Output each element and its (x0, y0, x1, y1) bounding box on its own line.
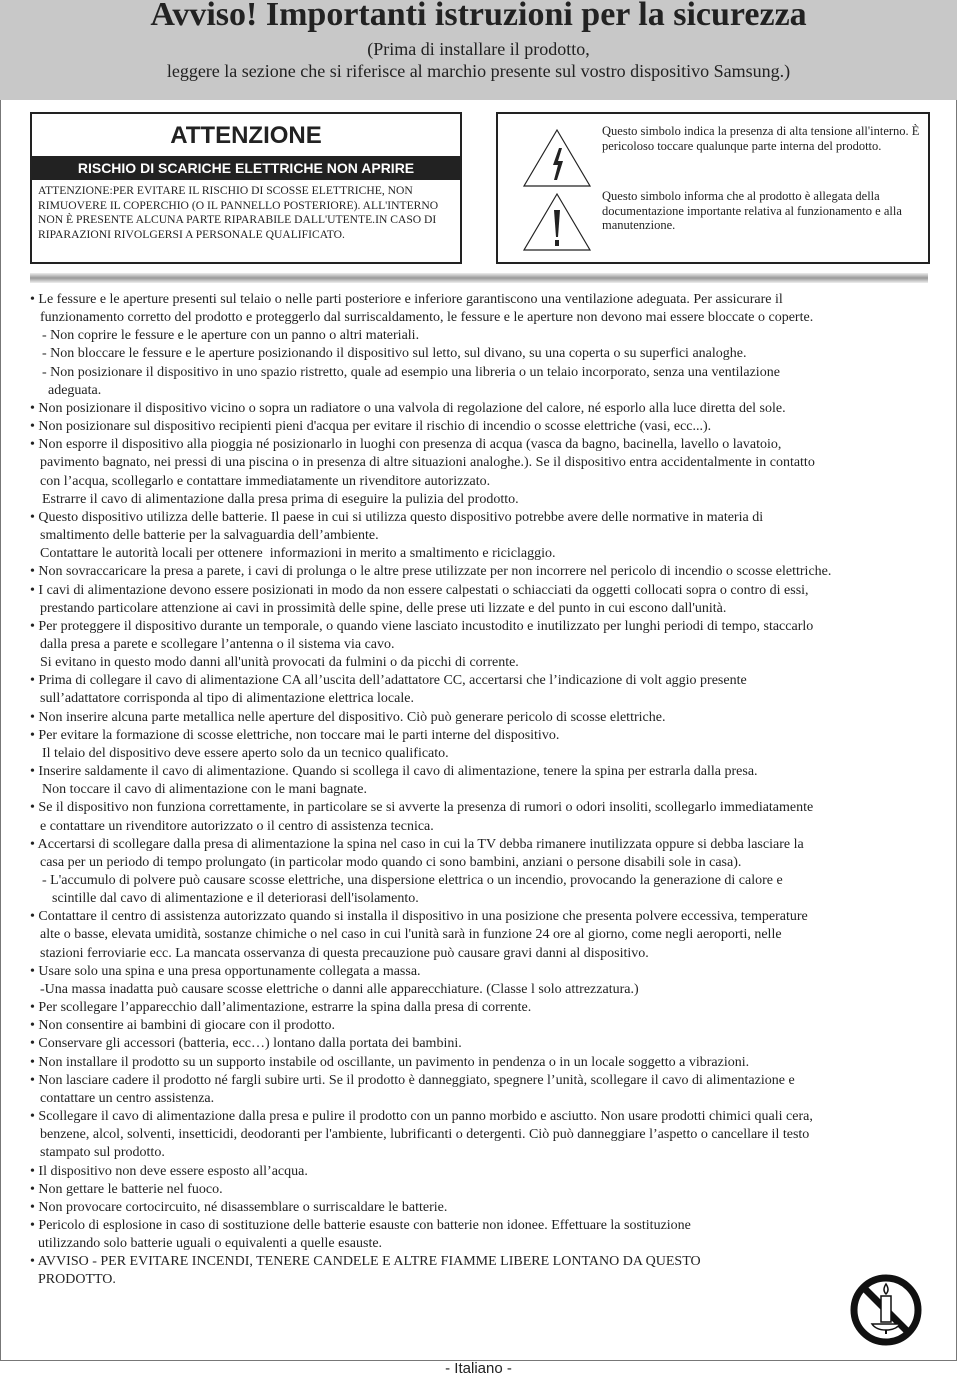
instructions-list (0, 291, 957, 1290)
voltage-symbol-text: Questo simbolo indica la presenza di alta tensione all'interno. È pericoloso toccare qualunque parte interna del prodotto. (602, 124, 920, 153)
high-voltage-icon (522, 128, 592, 188)
instruction-line: • Usare solo una spina e una presa opportunamente collegata a massa. (30, 963, 421, 979)
caution-title: ATTENZIONE (170, 122, 322, 149)
attention-symbol-text: Questo simbolo informa che al prodotto è allegata della documentazione importante relativa al funzionamento e alla manutenzione. (602, 189, 902, 233)
page-footer: - Italiano - (445, 1360, 512, 1377)
instruction-line: • Non esporre il dispositivo alla pioggia né posizionarlo in luoghi con presenza di acqua (vasca da bagno, bacinella, lavello o lavatoio, (30, 437, 782, 453)
instruction-line: casa per un periodo di tempo prolungato (in particolar modo quando ci sono bambini, anziani o persone disabili sole in casa). (40, 854, 742, 870)
instruction-line: • AVVISO - PER EVITARE INCENDI, TENERE CANDELE E ALTRE FIAMME LIBERE LONTANO DA QUESTO (30, 1254, 701, 1270)
page-subtitle: leggere la sezione che si riferisce al marchio presente sul vostro dispositivo Samsung.) (166, 61, 791, 81)
caution-bar: RISCHIO DI SCARICHE ELETTRICHE NON APRIRE (32, 156, 460, 180)
instruction-line: dalla presa a parete e scollegare l’antenna o il sistema via cavo. (40, 636, 395, 652)
instruction-line: • Non posizionare il dispositivo vicino o sopra un radiatore o una valvola di regolazione del calore, né esporlo alla luce diretta del sole. (30, 400, 786, 416)
instruction-line: -Una massa inadatta può causare scosse elettriche o danni alle apparecchiature. (Classe l solo attrezzatura.) (40, 981, 639, 997)
instruction-line: • Le fessure e le aperture presenti sul telaio o nelle parti posteriore e inferiore garantiscono una ventilazione adeguata. Per assicurare il (30, 292, 783, 307)
instruction-line: • Per scollegare l’apparecchio dall’alimentazione, estrarre la spina dalla presa di corrente. (30, 1000, 532, 1016)
instruction-line: • Per proteggere il dispositivo durante un temporale, o quando viene lasciato incustodito e inutilizzato per lunghi periodi di tempo, staccarlo (30, 618, 814, 634)
instruction-line: stampato sul prodotto. (40, 1145, 165, 1161)
instruction-line: • Non provocare cortocircuito, né disassemblare o surriscaldare le batterie. (30, 1199, 448, 1215)
instruction-line: • Questo dispositivo utilizza delle batterie. Il paese in cui si utilizza questo dispositivo potrebbe avere delle normative in materia di (30, 509, 764, 525)
instruction-line: utilizzando solo batterie uguali o equivalenti a quelle esauste. (38, 1236, 383, 1252)
instruction-line: scintille dal cavo di alimentazione e il deteriorasi dell'isolamento. (52, 891, 419, 907)
instruction-line: • Se il dispositivo non funziona correttamente, in particolare se si avverte la presenza di rumori o odori insoliti, scollegarlo immediatamente (30, 800, 814, 816)
instruction-line: - Non bloccare le fessure e le aperture posizionando il dispositivo sul letto, sul divano, su una coperta o su superfici analoghe. (42, 346, 747, 362)
instruction-line: pavimento bagnato, nei pressi di una piscina o in presenza di altre situazioni analoghe.). Se il dispositivo entra accidentalmente in contatto (40, 455, 815, 471)
instruction-line: • Pericolo di esplosione in caso di sostituzione delle batterie esauste con batterie non idonee. Effettuare la sostituzione (30, 1217, 691, 1233)
instruction-line: funzionamento corretto del prodotto e proteggerlo dal surriscaldamento, le fessure e le aperture non devono mai essere bloccate o coperte. (40, 310, 814, 326)
instruction-line: • I cavi di alimentazione devono essere posizionati in modo da non essere calpestati o schiacciati da oggetti collocati sopra o contro di essi, (30, 582, 809, 598)
instruction-line: • Inserire saldamente il cavo di alimentazione. Quando si scollega il cavo di alimentazione, tenere la spina per estrarla dalla presa. (30, 764, 758, 780)
instruction-line: stazioni ferroviarie ecc. La mancata osservanza di questa precauzione può causare gravi danni al dispositivo. (40, 945, 649, 961)
instruction-line: • Non posizionare sul dispositivo recipienti pieni d'acqua per evitare il rischio di incendio o scosse elettriche (vasi, ecc...). (30, 419, 712, 435)
instruction-line: con l’acqua, scollegarlo e contattare immediatamente un rivenditore autorizzato. (40, 473, 491, 489)
instruction-line: • Accertarsi di scollegare dalla presa di alimentazione la spina nel caso in cui la TV debba rimanere inutilizzata oppure si debba lasciare la (30, 836, 804, 852)
no-candles-icon (848, 1272, 924, 1348)
instruction-line: alte o basse, elevata umidità, sostanze chimiche o nel caso in cui l'unità sarà in funzione 24 ore al giorno, come negli aeroporti, nelle (40, 927, 782, 943)
caution-text: ATTENZIONE:PER EVITARE IL RISCHIO DI SCOSSE ELETTRICHE, NON RIMUOVERE IL COPERCHIO (O IL PANNELLO POSTERIORE). ALL'INTERNO NON È PRESENTE ALCUNA PARTE RIPARABILE DALL'UTENTE.IN CASO DI RIPARAZIONI RIVOLGERSI A PERSONALE QUALIFICATO. (38, 184, 439, 241)
instruction-line: Si evitano in questo modo danni all'unità provocati da fulmini o da picchi di corrente. (40, 655, 519, 671)
instruction-line: • Il dispositivo non deve essere esposto all’acqua. (30, 1163, 308, 1179)
instruction-line: • Non consentire ai bambini di giocare con il prodotto. (30, 1018, 336, 1034)
symbols-box (496, 112, 930, 264)
instruction-line: • Non gettare le batterie nel fuoco. (30, 1181, 223, 1197)
instruction-line: Il telaio del dispositivo deve essere aperto solo da un tecnico qualificato. (42, 745, 449, 761)
instruction-line: • Conservare gli accessori (batteria, ecc…) lontano dalla portata dei bambini. (30, 1036, 462, 1052)
header (0, 0, 957, 100)
instruction-line: Estrarre il cavo di alimentazione dalla presa prima di eseguire la pulizia del prodotto. (42, 491, 519, 507)
caution-box (30, 112, 462, 264)
instruction-line: benzene, alcol, solventi, insetticidi, deodoranti per l'ambiente, lubrificanti o detergenti. Ciò può danneggiare l’aspetto o cancellare il testo (40, 1127, 810, 1143)
page-title: Avviso! Importanti istruzioni per la sicurezza (150, 0, 807, 33)
instruction-line: • Non installare il prodotto su un supporto instabile od oscillante, un pavimento in pendenza o in un locale soggetto a vibrazioni. (30, 1054, 750, 1070)
instruction-line: sull’adattatore corrisponda al tipo di alimentazione elettrica locale. (40, 691, 414, 707)
instruction-line: • Contattare il centro di assistenza autorizzato quando si installa il dispositivo in una posizione che presenta polvere eccessiva, temperature (30, 909, 808, 925)
instruction-line: adeguata. (48, 382, 102, 398)
instruction-line: - L'accumulo di polvere può causare scosse elettriche, una dispersione elettrica o un incendio, provocando la generazione di calore e (42, 873, 783, 888)
instruction-line: e contattare un rivenditore autorizzato o il centro di assistenza tecnica. (40, 818, 434, 834)
instruction-line: Contattare le autorità locali per ottenere informazioni in merito a smaltimento e riciclaggio. (40, 546, 556, 562)
instruction-line: contattare un centro assistenza. (40, 1090, 215, 1106)
instruction-line: - Non coprire le fessure e le aperture con un panno o altri materiali. (42, 328, 420, 344)
instruction-line: • Per evitare la formazione di scosse elettriche, non toccare mai le parti interne del dispositivo. (30, 727, 560, 743)
instruction-line: • Non lasciare cadere il prodotto né fargli subire urti. Se il prodotto è danneggiato, spegnere l’unità, scollegare il cavo di alimentazione e (30, 1072, 795, 1088)
page-subtitle: (Prima di installare il prodotto, (367, 39, 590, 59)
instruction-line: smaltimento delle batterie per la salvaguardia dell’ambiente. (40, 528, 379, 544)
instruction-line: prestando particolare attenzione ai cavi in prossimità delle spine, delle prese uti lizzate e del punto in cui escono dall'unità. (40, 600, 727, 616)
exclamation-icon (522, 192, 592, 252)
instruction-line: PRODOTTO. (38, 1272, 116, 1288)
instruction-line: • Prima di collegare il cavo di alimentazione CA all’uscita dell’adattatore CC, accertarsi che l’indicazione di volt aggio presente (30, 673, 747, 689)
instruction-line: • Non sovraccaricare la presa a parete, i cavi di prolunga o le altre prese utilizzate per non incorrere nel pericolo di incendio o scosse elettriche. (30, 564, 832, 580)
instruction-line: Non toccare il cavo di alimentazione con le mani bagnate. (42, 782, 367, 798)
divider (30, 273, 928, 283)
instruction-line: • Non inserire alcuna parte metallica nelle aperture del dispositivo. Ciò può generare pericolo di scosse elettriche. (30, 709, 666, 725)
instruction-line: - Non posizionare il dispositivo in uno spazio ristretto, quale ad esempio una libreria o un telaio incorporato, senza una ventilazione (42, 364, 780, 380)
instruction-line: • Scollegare il cavo di alimentazione dalla presa e pulire il prodotto con un panno morbido e asciutto. Non usare prodotti chimici quali cera, (30, 1109, 813, 1125)
